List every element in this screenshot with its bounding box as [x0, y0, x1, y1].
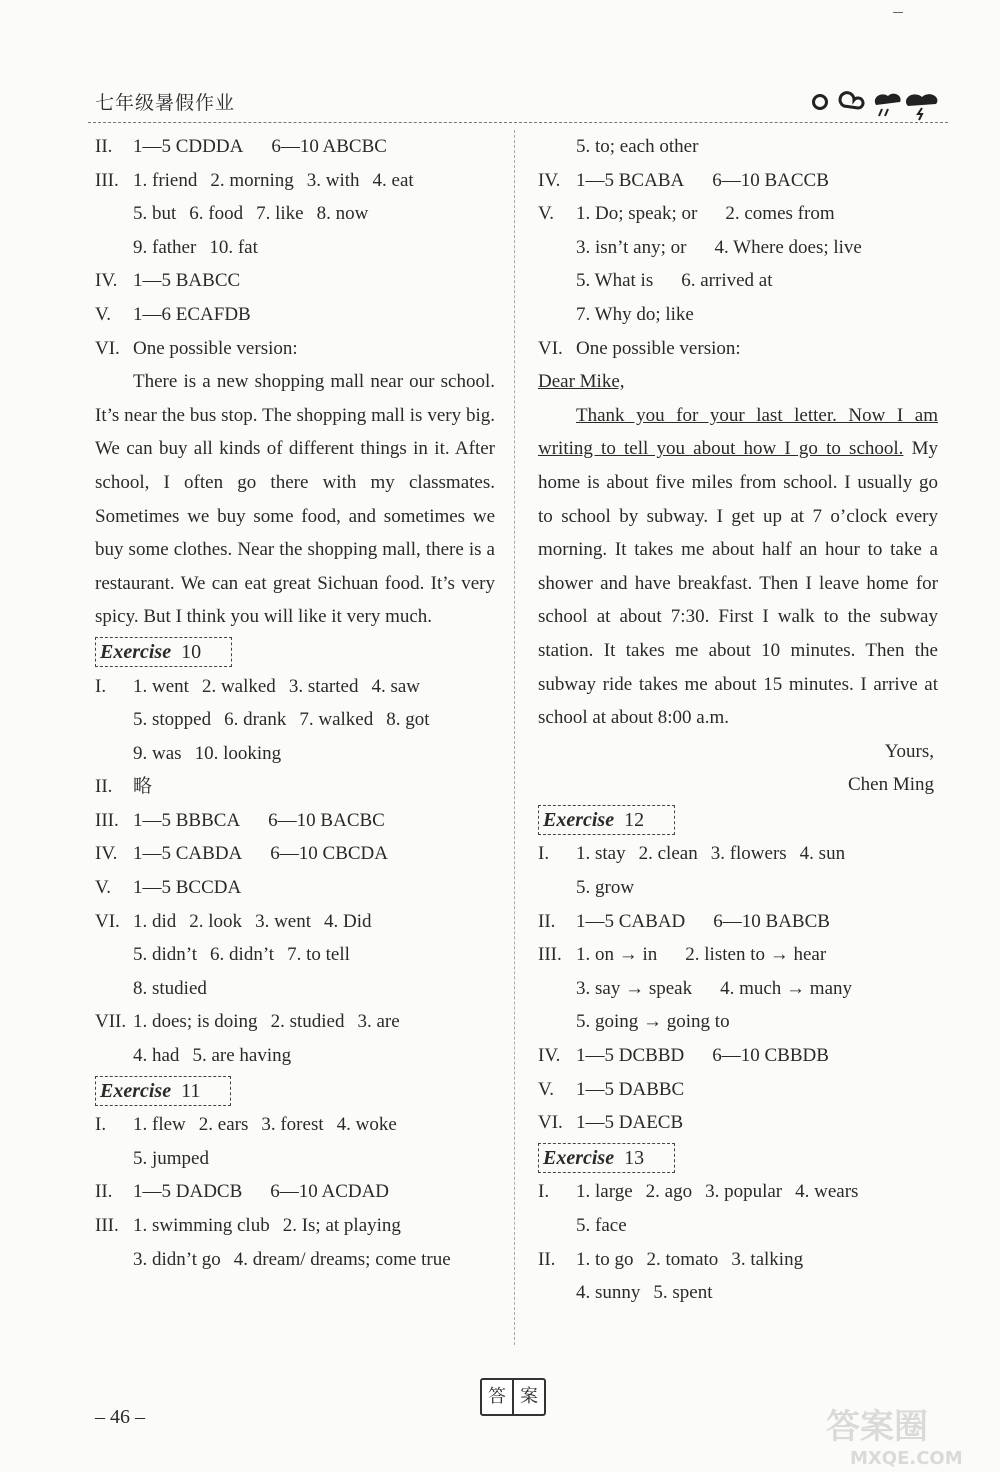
answer-row: I. 1. flew 2. ears 3. forest 4. woke [95, 1114, 397, 1136]
answer-row: II. 1—5 DADCB 6—10 ACDAD [95, 1181, 390, 1203]
answer-row: II. 1. to go 2. tomato 3. talking [538, 1248, 804, 1270]
header-title: 七年级暑假作业 [95, 93, 236, 114]
answer-row: V. 1—6 ECAFDB [95, 303, 251, 325]
answer-row: III. 1. swimming club 2. Is; at playing [95, 1215, 401, 1236]
column-divider [514, 130, 515, 1345]
answer-row: II. 1—5 CABAD 6—10 BABCB [538, 910, 830, 932]
badge-char: 答 [482, 1380, 514, 1414]
answer-row: IV. 1—5 BCABA 6—10 BACCB [538, 169, 829, 191]
cloud-icon [840, 93, 863, 108]
watermark-url: MXQE.COM [850, 1448, 963, 1469]
letter-body: Thank you for your last letter. Now I am writing to tell you about how I go to school. My home is about five miles from school. I usually go to school by subway. I get up at 7 o’clock every morning. It takes me about half an hour to take a shower and have breakfast. Then I leave home for school at about 7:30. First I walk to the subway station. It takes me about 10 minutes. Then the subway ride takes me about 15 minutes. I arrive at school at about 8:00 a.m. [538, 404, 938, 729]
storm-icon [906, 94, 937, 120]
answer-row: VI. One possible version: [538, 337, 741, 359]
answer-row: I. 1. went 2. walked 3. started 4. saw [95, 675, 421, 697]
badge-char: 案 [520, 1386, 538, 1407]
answer-row: 5. going → going to [576, 1011, 730, 1033]
exercise-11-heading: Exercise 11 [95, 1076, 231, 1106]
answer-row: I. 1. stay 2. clean 3. flowers 4. sun [538, 843, 846, 865]
answer-row: 7. Why do; like [576, 303, 694, 325]
letter-signature: Chen Ming [847, 774, 934, 796]
answer-row: V. 1—5 DABBC [538, 1078, 685, 1100]
header-rule [88, 122, 948, 123]
letter-greeting: Dear Mike, [538, 371, 625, 393]
answer-row: 4. had 5. are having [133, 1045, 292, 1067]
exercise-13-heading: Exercise 13 [538, 1143, 675, 1173]
answer-row: IV. 1—5 CABDA 6—10 CBCDA [95, 843, 388, 865]
answer-row: III. 1—5 BBBCA 6—10 BACBC [95, 809, 385, 831]
watermark-logo [820, 1400, 990, 1470]
answer-row: II. 1—5 CDDDA 6—10 ABCBC [95, 136, 387, 157]
letter-closing: Yours, [884, 740, 934, 762]
answer-row: I. 1. large 2. ago 3. popular 4. wears [538, 1181, 859, 1203]
answer-row: II. 略 [95, 776, 153, 798]
answer-row: V. 1—5 BCCDA [95, 877, 242, 899]
answer-row: III. 1. friend 2. morning 3. with 4. eat [95, 169, 414, 191]
answer-row: VI. One possible version: [95, 337, 298, 359]
answer-row: 5. jumped [133, 1147, 209, 1169]
answer-row: 5. to; each other [576, 136, 699, 157]
answer-row: 5. but 6. food 7. like 8. now [133, 203, 369, 225]
answer-row: 4. sunny 5. spent [576, 1282, 713, 1304]
sun-icon [814, 96, 827, 109]
answer-row: IV. 1—5 DCBBD 6—10 CBBDB [538, 1045, 829, 1067]
answer-row: 3. didn’t go 4. dream/ dreams; come true [133, 1248, 451, 1270]
answer-row: VI. 1—5 DAECB [538, 1112, 684, 1134]
left-column [95, 130, 495, 1276]
answer-row: 5. didn’t 6. didn’t 7. to tell [133, 944, 350, 966]
answer-row: 3. say → speak 4. much → many [576, 977, 853, 999]
essay-paragraph: There is a new shopping mall near our school. It’s near the bus stop. The shopping mall is very big. We can buy all kinds of different things in it. After school, I often go there with my classmates. Sometimes we buy some food, and sometimes we buy some clothes. Near the shopping mall, there is a restaurant. We can eat great Sichuan food. It’s very spicy. But I think you will like it very much. [95, 371, 495, 628]
answer-badge [480, 1378, 546, 1416]
page-number: – 46 – [95, 1406, 145, 1428]
answer-row: 5. grow [576, 877, 635, 899]
answer-row: 9. was 10. looking [133, 742, 282, 764]
weather-icons [808, 88, 943, 122]
answer-row: VI. 1. did 2. look 3. went 4. Did [95, 910, 372, 932]
watermark-text: 答案圈 [826, 1407, 928, 1447]
exercise-10-heading: Exercise 10 [95, 637, 232, 667]
answer-row: 5. What is 6. arrived at [576, 270, 773, 292]
rain-icon [875, 94, 901, 116]
answer-row: 5. face [576, 1215, 627, 1236]
corner-mark [893, 12, 903, 13]
answer-row: III. 1. on → in 2. listen to → hear [538, 944, 827, 966]
exercise-12-heading: Exercise 12 [538, 805, 675, 835]
answer-row: 5. stopped 6. drank 7. walked 8. got [133, 709, 430, 731]
answer-row: V. 1. Do; speak; or 2. comes from [538, 203, 835, 225]
answer-row: 3. isn’t any; or 4. Where does; live [576, 236, 862, 258]
answer-row: IV. 1—5 BABCC [95, 270, 241, 292]
answer-row: VII. 1. does; is doing 2. studied 3. are [95, 1011, 400, 1033]
answer-row: 9. father 10. fat [133, 236, 258, 258]
right-column [538, 130, 938, 1310]
answer-row: 8. studied [133, 977, 207, 999]
